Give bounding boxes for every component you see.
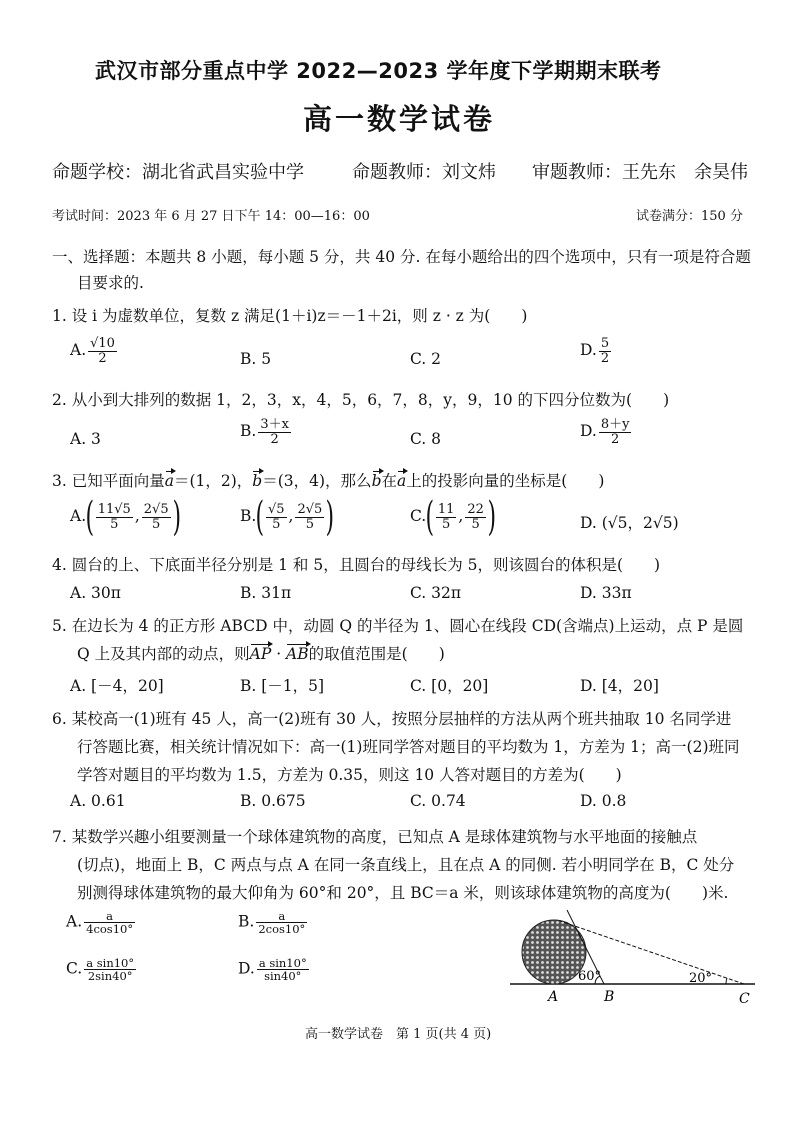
question-2-stem: 2. 从小到大排列的数据 1，2，3，x，4，5，6，7，8，y，9，10 的下四分位数为( ) bbox=[52, 391, 670, 409]
q7-option-c: C. $\frac{\text{a sin10°}}{2\sin 40^\circ}$ bbox=[66, 956, 135, 984]
question-7-stem-cont1: (切点)，地面上 B，C 两点与点 A 在同一条直线上，且在点 A 的同侧. 若小明同学在 B，C 处分 bbox=[77, 856, 735, 874]
q6-option-a: A. 0.61 bbox=[70, 792, 126, 810]
proposing-teacher: 命题教师：刘文炜 bbox=[352, 162, 496, 183]
question-6-stem-cont2: 学答对题目的平均数为 1.5，方差为 0.35，则这 10 人答对题目的方差为( ) bbox=[77, 766, 622, 784]
section-instructions: 一、选择题：本题共 8 小题，每小题 5 分，共 40 分. 在每小题给出的四个选项中，只有一项是符合题 bbox=[52, 248, 751, 266]
q4-option-c: C. 32π bbox=[410, 584, 462, 602]
question-6-stem-cont1: 行答题比赛，相关统计情况如下：高一(1)班同学答对题目的平均数为 1，方差为 1；高一(2)班同 bbox=[77, 738, 740, 756]
q4-option-a: A. 30π bbox=[70, 584, 121, 602]
question-4-stem: 4. 圆台的上、下底面半径分别是 1 和 5，且圆台的母线长为 5，则该圆台的体积是( ) bbox=[52, 556, 661, 574]
question-5-stem-cont: Q 上及其内部的动点，则AP · AB的取值范围是( ) bbox=[77, 645, 445, 663]
q1-option-d: D. $\frac{5}{2}$ bbox=[580, 336, 610, 366]
section-instructions-cont: 目要求的. bbox=[77, 274, 144, 292]
point-a-label: A bbox=[548, 989, 559, 1005]
q1-option-a: A. $\frac{√10}{2}$ bbox=[70, 336, 115, 366]
question-3-stem: 3. 已知平面向量a＝(1，2)，b＝(3，4)，那么b在a上的投影向量的坐标是( ) bbox=[52, 472, 605, 490]
question-7-stem: 7. 某数学兴趣小组要测量一个球体建筑物的高度，已知点 A 是球体建筑物与水平地面的接触点 bbox=[52, 828, 698, 846]
q5-option-a: A. [－4，20] bbox=[70, 677, 164, 695]
page-footer: 高一数学试卷 第 1 页(共 4 页) bbox=[305, 1027, 492, 1042]
q3-option-c: C.( $\frac{11}{5}$ , $\frac{22}{5}$ ) bbox=[410, 494, 496, 540]
q6-option-b: B. 0.675 bbox=[240, 792, 306, 810]
proposing-school: 命题学校：湖北省武昌实验中学 bbox=[52, 162, 304, 183]
reviewing-teachers: 审题教师：王先东 余昊伟 bbox=[532, 162, 748, 183]
q2-option-b: B. $\frac{3+x}{2}$ bbox=[240, 417, 289, 447]
q6-option-c: C. 0.74 bbox=[410, 792, 466, 810]
q7-option-d: D. $\frac{\text{a sin10°}}{\sin 40^\circ}$ bbox=[238, 956, 307, 984]
q2-option-d: D. $\frac{8+y}{2}$ bbox=[580, 417, 630, 447]
point-c-label: C bbox=[739, 991, 750, 1007]
q3-option-d: D. (√5，2√5) bbox=[580, 514, 679, 532]
q3-option-a: A.( $\frac{11√5}{5}$ , $\frac{2√5}{5}$ ) bbox=[70, 494, 181, 540]
question-1-stem: 1. 设 i 为虚数单位，复数 z 满足(1＋i)z＝－1＋2i，则 z · z 为( ) bbox=[52, 307, 528, 325]
full-score: 试卷满分：150 分 bbox=[636, 209, 743, 224]
q1-option-b: B. 5 bbox=[240, 350, 272, 368]
q4-option-b: B. 31π bbox=[240, 584, 292, 602]
question-6-stem: 6. 某校高一(1)班有 45 人，高一(2)班有 30 人，按照分层抽样的方法从两个班共抽取 10 名同学进 bbox=[52, 710, 732, 728]
question-5-stem: 5. 在边长为 4 的正方形 ABCD 中，动圆 Q 的半径为 1、圆心在线段 CD(含端点)上运动，点 P 是圆 bbox=[52, 617, 744, 635]
angle-arc-20 bbox=[726, 978, 727, 984]
q1-option-c: C. 2 bbox=[410, 350, 442, 368]
q4-option-d: D. 33π bbox=[580, 584, 632, 602]
q5-option-c: C. [0，20] bbox=[410, 677, 489, 695]
exam-subtitle: 高一数学试卷 bbox=[303, 102, 496, 136]
q7-option-b: B. $\frac{a}{2\cos 10^\circ}$ bbox=[238, 909, 306, 937]
q7-option-a: A. $\frac{a}{4\cos 10^\circ}$ bbox=[66, 909, 134, 937]
q2-option-a: A. 3 bbox=[70, 430, 101, 448]
sphere-building-figure bbox=[505, 905, 765, 1010]
q5-option-b: B. [－1，5] bbox=[240, 677, 325, 695]
q3-option-b: B.( $\frac{√5}{5}$ , $\frac{2√5}{5}$ ) bbox=[240, 494, 335, 540]
question-7-stem-cont2: 别测得球体建筑物的最大仰角为 60°和 20°，且 BC＝a 米，则该球体建筑物的高度为( )米. bbox=[77, 884, 729, 902]
exam-title: 武汉市部分重点中学 2022—2023 学年度下学期期末联考 bbox=[95, 59, 662, 83]
q6-option-d: D. 0.8 bbox=[580, 792, 627, 810]
angle-60-label: 60° bbox=[578, 969, 602, 984]
q2-option-c: C. 8 bbox=[410, 430, 442, 448]
point-b-label: B bbox=[604, 989, 615, 1005]
q5-option-d: D. [4，20] bbox=[580, 677, 659, 695]
angle-20-label: 20° bbox=[689, 971, 713, 986]
exam-time: 考试时间：2023 年 6 月 27 日下午 14：00—16：00 bbox=[52, 209, 370, 224]
